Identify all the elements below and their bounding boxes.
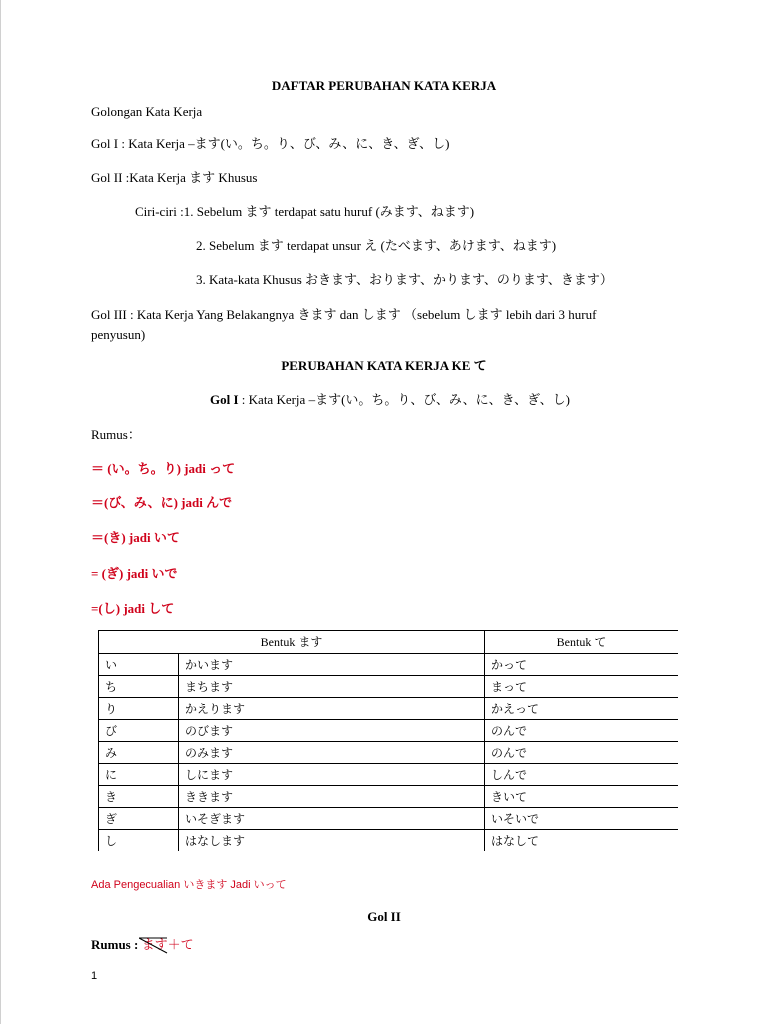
masu-form-cell: しにます <box>178 763 484 785</box>
section-te-heading: PERUBAHAN KATA KERJA KE て <box>281 358 487 373</box>
table-row <box>98 697 678 720</box>
ending-cell: り <box>98 697 178 719</box>
ciri-line-1: Ciri-ciri :1. Sebelum ます terdapat satu huruf (みます、ねます) <box>135 204 475 219</box>
rule-item: = (ぎ) jadi いで <box>91 566 178 581</box>
table-row <box>98 675 678 698</box>
ending-cell: ぎ <box>98 807 178 829</box>
masu-form-cell: かいます <box>178 653 484 675</box>
te-form-cell: のんで <box>484 741 678 763</box>
te-form-cell: まって <box>484 675 678 697</box>
te-form-cell: いそいで <box>484 807 678 829</box>
masu-form-cell: かえります <box>178 697 484 719</box>
ending-cell: し <box>98 829 178 851</box>
gol2-line: Gol II :Kata Kerja ます Khusus <box>91 170 258 185</box>
struck-masu-text: ます <box>141 937 168 952</box>
te-form-cell: のんで <box>484 719 678 741</box>
document-title: DAFTAR PERUBAHAN KATA KERJA <box>271 78 497 93</box>
page-edge <box>0 0 1 1024</box>
ending-cell: い <box>98 653 178 675</box>
te-gol1-text: : Kata Kerja –ます(い。ち。り、び、み、に、き、ぎ、し) <box>238 392 570 407</box>
rule-item: ＝(び、み、に) jadi んで <box>91 495 233 510</box>
rule-item: =(し) jadi して <box>91 601 175 616</box>
table-row <box>98 653 678 676</box>
table-header-row <box>98 630 678 654</box>
te-form-cell: かえって <box>484 697 678 719</box>
ending-cell: き <box>98 785 178 807</box>
ciri-line-3: 3. Kata-kata Khusus おきます、おります、かります、のります、きます） <box>196 272 613 287</box>
table-row <box>98 763 678 786</box>
ending-cell: び <box>98 719 178 741</box>
te-form-cell: はなして <box>484 829 678 851</box>
gol3-line-2: penyusun) <box>91 327 146 342</box>
te-gol1-label: Gol I <box>210 392 239 407</box>
gol2-rumus-label: Rumus : <box>91 937 142 952</box>
rule-item: ＝ (い。ち。り) jadi って <box>91 461 236 476</box>
masu-form-cell: いそぎます <box>178 807 484 829</box>
table-row <box>98 785 678 808</box>
gol2-heading: Gol II <box>367 909 401 924</box>
masu-form-cell: まちます <box>178 675 484 697</box>
te-form-cell: しんで <box>484 763 678 785</box>
ciri-line-2: 2. Sebelum ます terdapat unsur え (たべます、あけます、ねます) <box>196 238 557 253</box>
te-form-cell: きいて <box>484 785 678 807</box>
gol3-line-1: Gol III : Kata Kerja Yang Belakangnya きます dan します （sebelum します lebih dari 3 huruf <box>91 307 597 322</box>
exception-note: Ada Pengecualian いきます Jadi いって <box>91 879 287 891</box>
struck-masu <box>142 937 168 953</box>
gol2-rumus <box>91 937 194 953</box>
table-row <box>98 829 678 851</box>
header-masu: Bentuk ます <box>98 630 484 653</box>
masu-form-cell: はなします <box>178 829 484 851</box>
rule-item: ＝(き) jadi いて <box>91 530 180 545</box>
rumus-label: Rumus： <box>91 427 141 442</box>
page-number: 1 <box>91 970 98 982</box>
masu-form-cell: ききます <box>178 785 484 807</box>
table-row <box>98 807 678 830</box>
golongan-label: Golongan Kata Kerja <box>91 104 203 119</box>
te-gol1-line <box>210 392 570 408</box>
masu-form-cell: のびます <box>178 719 484 741</box>
table-row <box>98 741 678 764</box>
gol2-rumus-rest: ＋て <box>167 937 194 952</box>
header-te: Bentuk て <box>484 630 678 653</box>
table-row <box>98 719 678 742</box>
te-form-cell: かって <box>484 653 678 675</box>
ending-cell: み <box>98 741 178 763</box>
strikethrough-mark <box>139 937 169 955</box>
masu-form-cell: のみます <box>178 741 484 763</box>
ending-cell: ち <box>98 675 178 697</box>
gol1-line: Gol I : Kata Kerja –ます(い。ち。り、び、み、に、き、ぎ、し) <box>91 136 450 151</box>
ending-cell: に <box>98 763 178 785</box>
